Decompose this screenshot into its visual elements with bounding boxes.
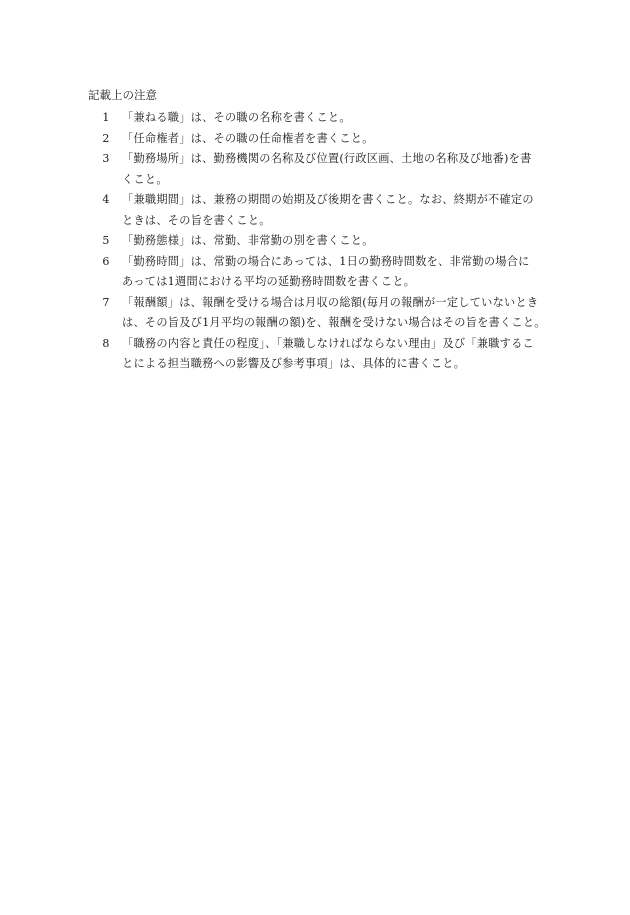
note-line: 「職務の内容と責任の程度」、「兼職しなければならない理由」及び「兼職するこ bbox=[122, 336, 534, 350]
note-item-4 bbox=[96, 190, 556, 231]
notes-list bbox=[96, 108, 556, 375]
note-line: 「兼ねる職」は、その職の名称を書くこと。 bbox=[122, 111, 351, 124]
note-line: 「勤務態様」は、常勤、非常勤の別を書くこと。 bbox=[122, 234, 374, 247]
note-text bbox=[116, 334, 556, 375]
note-line: 「兼職期間」は、兼務の期間の始期及び後期を書くこと。なお、終期が不確定の bbox=[122, 193, 534, 206]
note-number: 5 bbox=[102, 234, 110, 247]
note-text bbox=[116, 252, 556, 293]
note-item-8 bbox=[96, 334, 556, 375]
note-text bbox=[116, 231, 556, 252]
note-number: 3 bbox=[102, 152, 110, 165]
note-text bbox=[116, 108, 556, 129]
note-item-1 bbox=[96, 108, 556, 129]
note-line: ときは、その旨を書くこと。 bbox=[122, 213, 271, 227]
note-text bbox=[116, 190, 556, 231]
note-text bbox=[116, 149, 556, 190]
note-text bbox=[116, 293, 556, 334]
note-text bbox=[116, 129, 556, 150]
note-item-7 bbox=[96, 293, 556, 334]
note-line: とによる担当職務への影響及び参考事項」は、具体的に書くこと。 bbox=[122, 357, 466, 370]
note-line: 「任命権者」は、その職の任命権者を書くこと。 bbox=[122, 131, 374, 145]
note-number: 6 bbox=[102, 254, 110, 268]
note-item-2 bbox=[96, 129, 556, 150]
note-line: あっては1週間における平均の延勤務時間数を書くこと。 bbox=[122, 275, 416, 288]
note-line: 「勤務場所」は、勤務機関の名称及び位置(行政区画、土地の名称及び地番)を書 bbox=[122, 152, 532, 165]
section-heading: 記載上の注意 bbox=[88, 88, 157, 102]
note-line: 「報酬額」は、報酬を受ける場合は月収の総額(毎月の報酬が一定していないとき bbox=[122, 295, 539, 309]
note-line: 「勤務時間」は、常勤の場合にあっては、1日の勤務時間数を、非常勤の場合に bbox=[122, 254, 530, 268]
note-line: は、その旨及び1月平均の報酬の額)を、報酬を受けない場合はその旨を書くこと。 bbox=[122, 316, 546, 329]
note-item-6 bbox=[96, 252, 556, 293]
note-number: 2 bbox=[102, 131, 110, 145]
note-number: 8 bbox=[102, 336, 110, 350]
note-line: くこと。 bbox=[122, 172, 168, 186]
note-item-3 bbox=[96, 149, 556, 190]
note-item-5 bbox=[96, 231, 556, 252]
note-number: 4 bbox=[102, 193, 110, 206]
note-number: 7 bbox=[102, 295, 110, 309]
note-number: 1 bbox=[102, 111, 110, 124]
